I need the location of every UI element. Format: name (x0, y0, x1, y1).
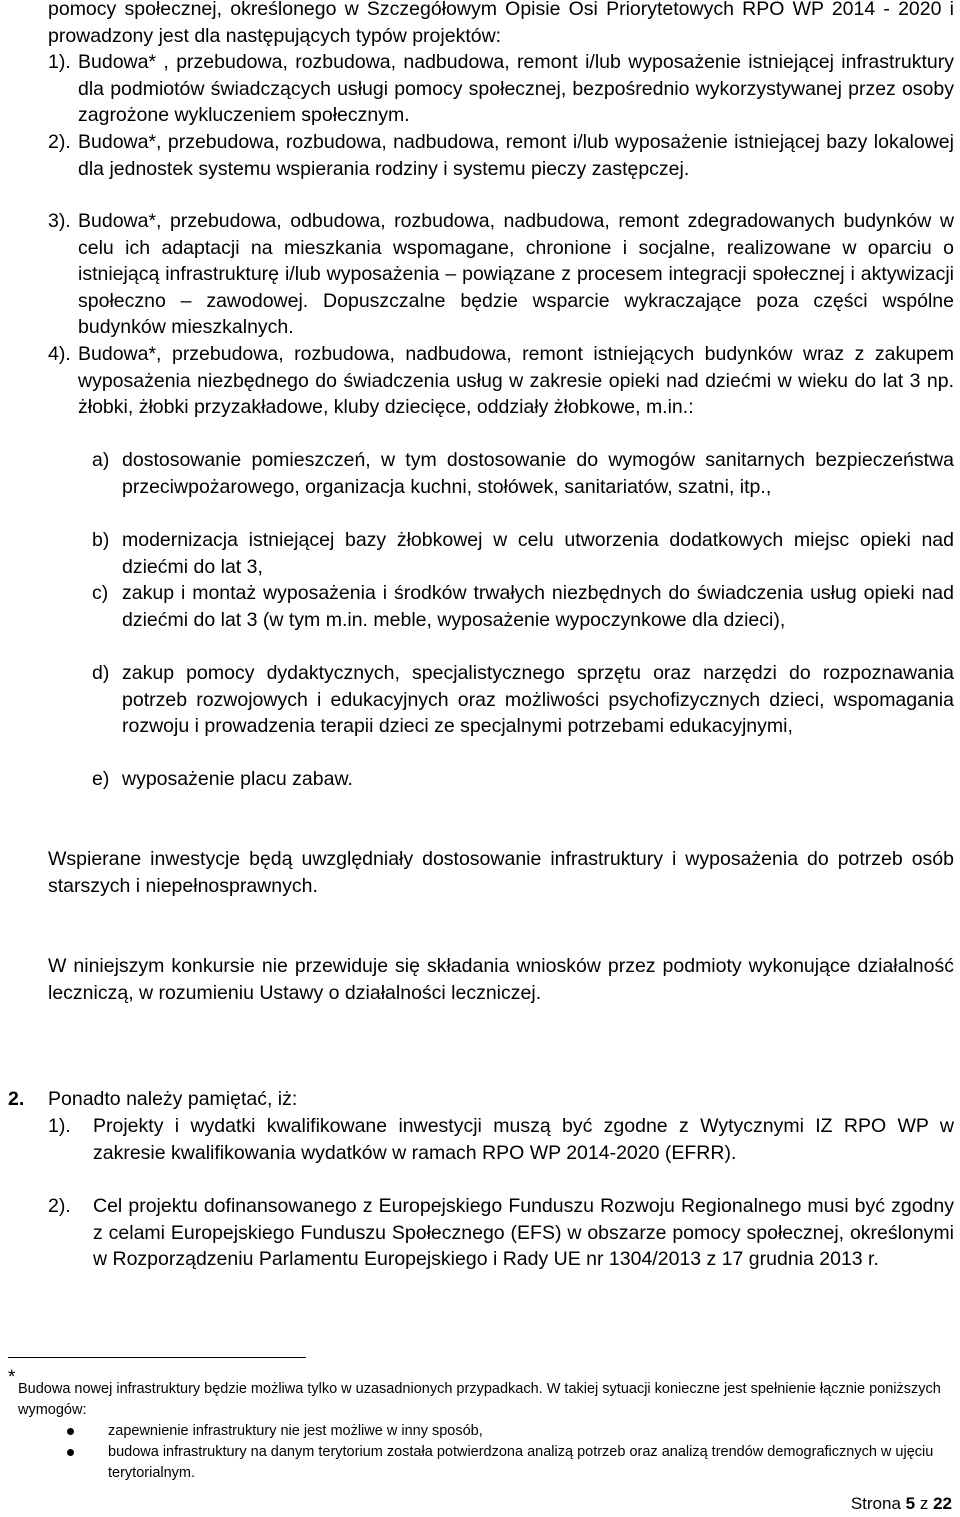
footnote-mark: * (8, 1367, 16, 1388)
page-separator: z (919, 1494, 929, 1513)
sublist-item-text: modernizacja istniejącej bazy żłobkowej w celu utworzenia dodatkowych miejsc opieki nad dziećmi do lat 3, (122, 529, 954, 578)
list-item-text: Budowa* , przebudowa, rozbudowa, nadbudowa, remont i/lub wyposażenie istniejącej infrastruktury dla podmiotów świadczących usługi pomocy społecznej, bezpośrednio wykorzystywanej przez osoby zagrożone wykluczeniem społecznym. (78, 51, 954, 126)
section-title: Ponadto należy pamiętać, iż: (48, 1088, 298, 1110)
subitem-c (92, 580, 954, 633)
page-number (851, 1494, 952, 1514)
sublist-letter: a) (92, 449, 110, 471)
list-number: 4). (48, 343, 71, 365)
footnote-bullet-item (108, 1442, 954, 1484)
bullet-icon (67, 1449, 74, 1456)
bullet-text: budowa infrastruktury na danym terytorium została potwierdzona analizą potrzeb oraz analizą trendów demograficznych w ujęciu terytorialnym. (108, 1444, 934, 1481)
sublist-letter: d) (92, 662, 110, 684)
section-2-item-1 (48, 1113, 954, 1166)
exclusion-paragraph: W niniejszym konkursie nie przewiduje się składania wniosków przez podmioty wykonujące działalność leczniczą, w rozumieniu Ustawy o działalności leczniczej. (48, 955, 954, 1004)
sublist-letter: e) (92, 768, 110, 790)
footnote-text: Budowa nowej infrastruktury będzie możliwa tylko w uzasadnionych przypadkach. W takiej sytuacji konieczne jest spełnienie łącznie poniższych wymogów: (18, 1381, 941, 1418)
subitem-b (92, 527, 954, 580)
footnote-bullet-list (108, 1421, 954, 1484)
current-page: 5 (905, 1494, 916, 1513)
project-type-1 (48, 49, 954, 129)
section-number: 2. (8, 1088, 25, 1110)
list-number: 2). (48, 1195, 71, 1217)
subitem-e (92, 766, 954, 793)
sublist-item-text: zakup pomocy dydaktycznych, specjalistycznego sprzętu oraz narzędzi do rozpoznawania potrzeb rozwojowych i edukacyjnych oraz możliwości psychofizycznych dzieci, wspomagania rozwoju i prowadzenia terapii dzieci ze specjalnymi potrzebami edukacyjnymi, (122, 662, 954, 737)
intro-paragraph: pomocy społecznej, określonego w Szczegółowym Opisie Osi Priorytetowych RPO WP 2014 - 2020 i prowadzony jest dla następujących typów projektów: (48, 0, 954, 47)
section-2-heading (8, 1086, 954, 1113)
list-number: 2). (48, 131, 71, 153)
list-number: 1). (48, 51, 71, 73)
list-item-text: Cel projektu dofinansowanego z Europejskiego Funduszu Rozwoju Regionalnego musi być zgodny z celami Europejskiego Funduszu Społecznego (EFS) w obszarze pomocy społecznej, określonymi w Rozporządzeniu Parlamentu Europejskiego i Rady UE nr 1304/2013 z 17 grudnia 2013 r. (93, 1195, 954, 1270)
list-item-text: Projekty i wydatki kwalifikowane inwestycji muszą być zgodne z Wytycznymi IZ RPO WP w zakresie kwalifikowania wydatków w ramach RPO WP 2014-2020 (EFRR). (93, 1115, 954, 1164)
subitem-d (92, 660, 954, 740)
footnote-separator (8, 1357, 306, 1358)
accessibility-paragraph: Wspierane inwestycje będą uwzględniały dostosowanie infrastruktury i wyposażenia do potrzeb osób starszych i niepełnosprawnych. (48, 848, 954, 897)
list-item-text: Budowa*, przebudowa, rozbudowa, nadbudowa, remont i/lub wyposażenie istniejącej bazy lokalowej dla jednostek systemu wspierania rodziny i systemu pieczy zastępczej. (78, 131, 954, 180)
bullet-icon (67, 1428, 74, 1435)
footnote-bullet-item (108, 1421, 954, 1442)
project-type-2 (48, 129, 954, 182)
list-item-text: Budowa*, przebudowa, rozbudowa, nadbudowa, remont istniejących budynków wraz z zakupem wyposażenia niezbędnego do świadczenia usług w zakresie opieki nad dziećmi w wieku do lat 3 np. żłobki, żłobki przyzakładowe, kluby dziecięce, oddziały żłobkowe, m.in.: (78, 343, 954, 418)
sublist-item-text: zakup i montaż wyposażenia i środków trwałych niezbędnych do świadczenia usług opieki nad dziećmi do lat 3 (w tym m.in. meble, wyposażenie wypoczynkowe dla dzieci), (122, 582, 954, 631)
sublist-item-text: dostosowanie pomieszczeń, w tym dostosowanie do wymogów sanitarnych bezpieczeństwa przeciwpożarowego, organizacja kuchni, stołówek, sanitariatów, szatni, itp., (122, 449, 954, 498)
project-type-4 (48, 341, 954, 421)
sublist-letter: b) (92, 529, 110, 551)
list-number: 3). (48, 210, 71, 232)
project-type-3 (48, 208, 954, 341)
sublist-item-text: wyposażenie placu zabaw. (122, 768, 353, 790)
subitem-a (92, 447, 954, 500)
page-label: Strona (850, 1494, 901, 1513)
bullet-text: zapewnienie infrastruktury nie jest możliwe w inny sposób, (108, 1423, 483, 1439)
sublist-letter: c) (92, 582, 109, 604)
list-number: 1). (48, 1115, 71, 1137)
list-item-text: Budowa*, przebudowa, odbudowa, rozbudowa, nadbudowa, remont zdegradowanych budynków w celu ich adaptacji na mieszkania wspomagane, chronione i socjalne, realizowane w oparciu o istniejącą infrastrukturę i/lub wyposażenia – powiązane z procesem integracji społecznej i aktywizacji społeczno – zawodowej. Dopuszczalne będzie wsparcie wykraczające poza części wspólne budynków mieszkalnych. (78, 210, 954, 338)
total-pages: 22 (933, 1494, 952, 1513)
section-2-item-2 (48, 1193, 954, 1273)
